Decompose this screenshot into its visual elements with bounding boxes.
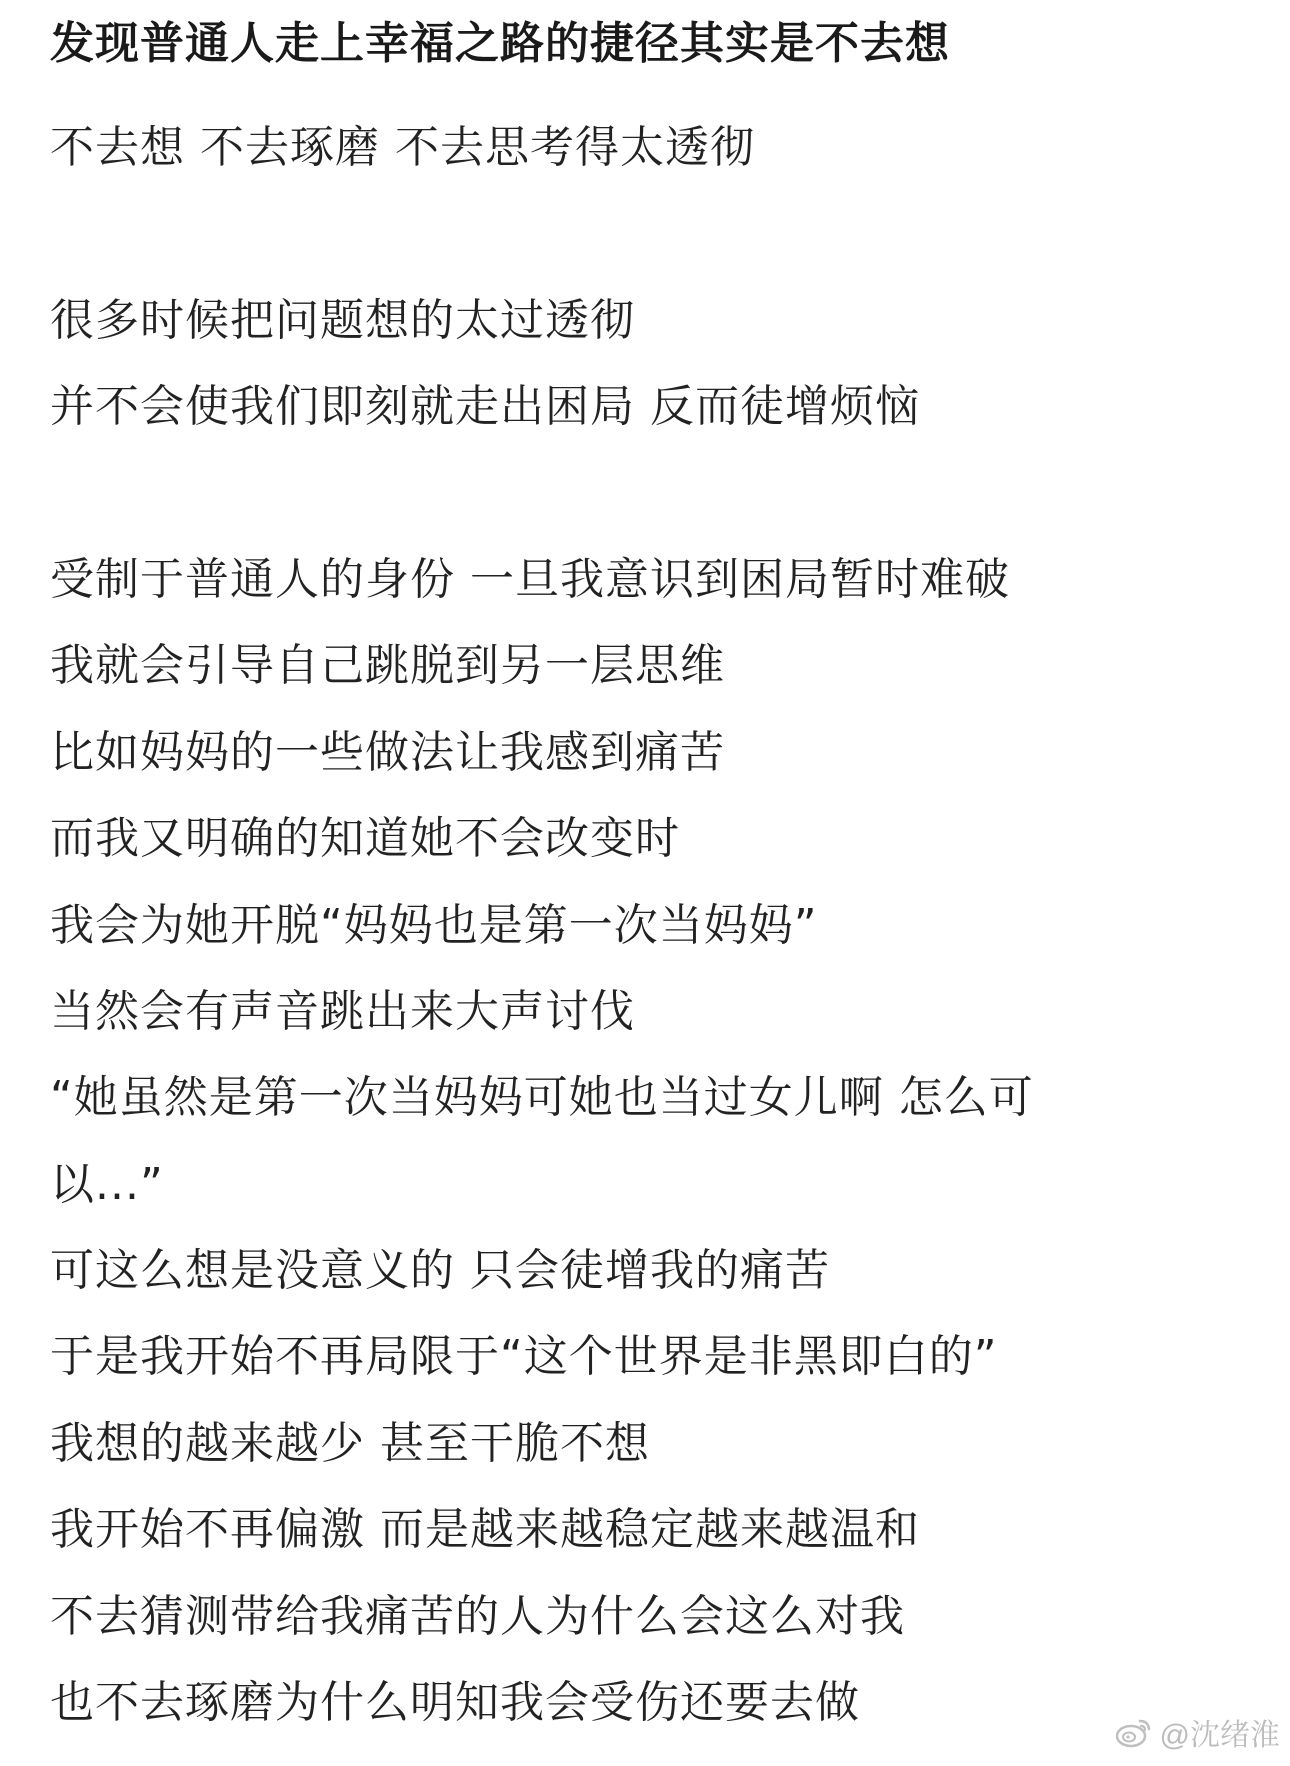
post-line-10: 我会为她开脱“妈妈也是第一次当妈妈” bbox=[50, 899, 818, 951]
post-body bbox=[50, 105, 1250, 1746]
watermark bbox=[1114, 1710, 1280, 1754]
post-line-17: 我开始不再偏激 而是越来越稳定越来越温和 bbox=[50, 1504, 920, 1556]
post-line-9: 而我又明确的知道她不会改变时 bbox=[50, 813, 680, 865]
post-line-11: 当然会有声音跳出来大声讨伐 bbox=[50, 985, 635, 1037]
post-line-1: 不去想 不去琢磨 不去思考得太透彻 bbox=[50, 122, 755, 173]
weibo-icon bbox=[1114, 1715, 1154, 1749]
post-line-16: 我想的越来越少 甚至干脆不想 bbox=[50, 1417, 650, 1469]
watermark-text: @沈绪淮 bbox=[1159, 1719, 1280, 1752]
blank-line bbox=[50, 451, 1250, 537]
post-line-13: 以...” bbox=[50, 1158, 164, 1210]
post-line-14: 可这么想是没意义的 只会徒增我的痛苦 bbox=[50, 1245, 830, 1297]
post-line-18: 不去猜测带给我痛苦的人为什么会这么对我 bbox=[50, 1590, 905, 1642]
blank-line bbox=[50, 191, 1250, 277]
post-line-8: 比如妈妈的一些做法让我感到痛苦 bbox=[50, 726, 725, 778]
post-line-4: 并不会使我们即刻就走出困局 反而徒增烦恼 bbox=[50, 381, 920, 433]
post-line-7: 我就会引导自己跳脱到另一层思维 bbox=[50, 640, 725, 692]
post-line-15: 于是我开始不再局限于“这个世界是非黑即白的” bbox=[50, 1331, 998, 1383]
post-line-12: “她虽然是第一次当妈妈可她也当过女儿啊 怎么可 bbox=[50, 1072, 1034, 1124]
post-line-6: 受制于普通人的身份 一旦我意识到困局暂时难破 bbox=[50, 553, 1010, 605]
post-title: 发现普通人走上幸福之路的捷径其实是不去想 bbox=[50, 18, 950, 69]
post-line-3: 很多时候把问题想的太过透彻 bbox=[50, 294, 635, 346]
post-line-19: 也不去琢磨为什么明知我会受伤还要去做 bbox=[50, 1677, 860, 1729]
